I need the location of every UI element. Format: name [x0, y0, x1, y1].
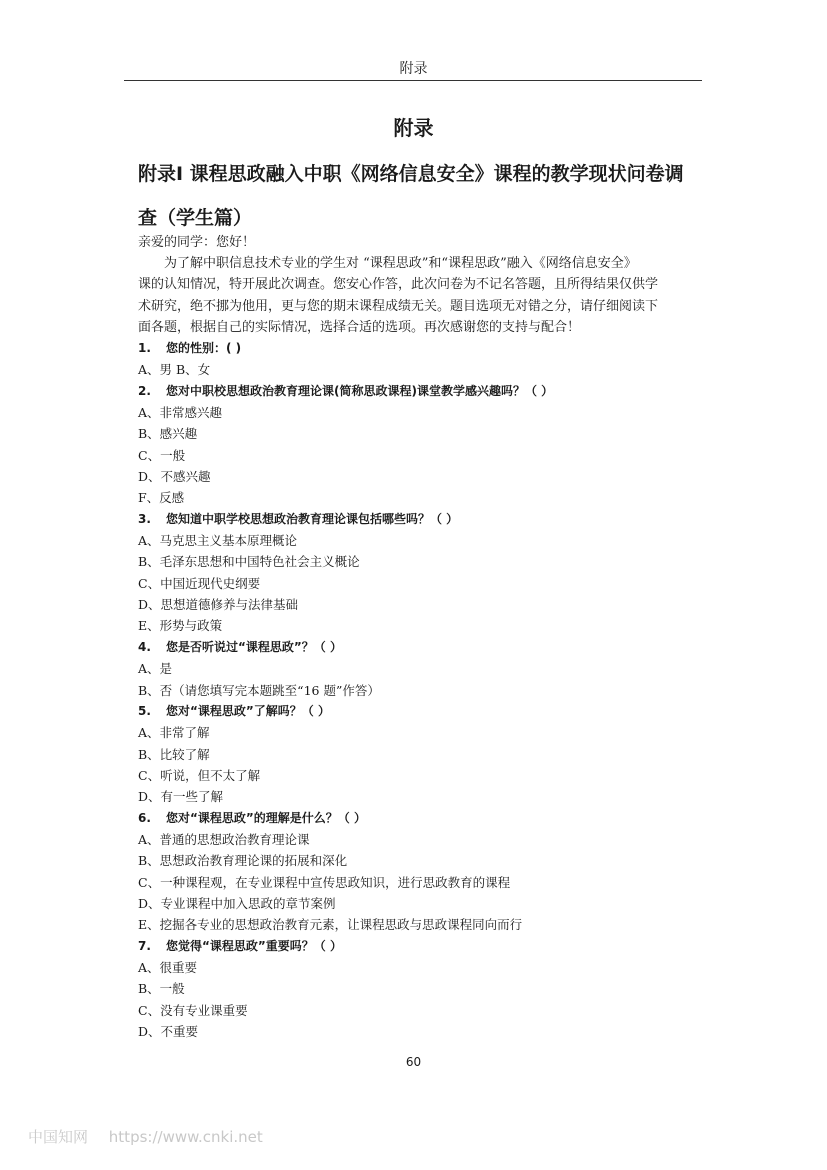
answer-option: C、一种课程观，在专业课程中宣传思政知识，进行思政教育的课程: [138, 874, 511, 890]
answer-option: A、普通的思想政治教育理论课: [138, 831, 310, 847]
subtitle-line: 附录Ⅰ 课程思政融入中职《网络信息安全》课程的教学现状问卷调: [138, 163, 684, 185]
question-text: 您对“课程思政”了解吗？（ ）: [166, 703, 330, 718]
answer-option: D、有一些了解: [138, 789, 224, 805]
question-number: 6.: [138, 810, 151, 825]
answer-option: A、男 B、女: [138, 362, 211, 378]
answer-option: A、是: [138, 661, 173, 677]
answer-option: B、感兴趣: [138, 426, 198, 442]
answer-option: A、很重要: [138, 959, 198, 975]
running-header: 附录: [399, 61, 428, 77]
intro-paragraph: [138, 253, 678, 339]
answer-option: B、思想政治教育理论课的拓展和深化: [138, 853, 348, 869]
answer-option: C、听说，但不太了解: [138, 767, 261, 783]
cnki-watermark: [28, 1126, 279, 1147]
question-6: [138, 808, 698, 829]
question-text: 您的性别：( ): [166, 341, 242, 355]
answer-option: B、毛泽东思想和中国特色社会主义概论: [138, 554, 360, 570]
answer-option: B、比较了解: [138, 746, 210, 762]
intro-line: 术研究，绝不挪为他用，更与您的期末课程成绩无关。题目选项无对错之分，请仔细阅读下: [138, 298, 659, 314]
answer-option: E、挖掘各专业的思想政治教育元素，让课程思政与思政课程同向而行: [138, 917, 523, 933]
answer-option: E、形势与政策: [138, 618, 223, 634]
page-number: 60: [405, 1055, 422, 1069]
answer-option: C、一般: [138, 447, 186, 463]
answer-option: D、思想道德修养与法律基础: [138, 597, 299, 613]
question-number: 4.: [138, 639, 151, 654]
answer-option: D、不感兴趣: [138, 469, 211, 485]
intro-line: 面各题，根据自己的实际情况，选择合适的选项。再次感谢您的支持与配合！: [138, 320, 581, 336]
answer-option: D、不重要: [138, 1024, 199, 1039]
question-text: 您是否听说过“课程思政”？（ ）: [166, 639, 342, 654]
question-number: 7.: [138, 938, 151, 953]
watermark-brand: 中国知网: [28, 1128, 89, 1146]
page-title: 附录: [393, 116, 434, 140]
header-rule: [124, 80, 702, 81]
question-text: 您对中职校思想政治教育理论课(简称思政课程)课堂教学感兴趣吗？（ ）: [166, 383, 554, 398]
answer-option: C、没有专业课重要: [138, 1002, 248, 1018]
subtitle-line: 查（学生篇）: [138, 207, 253, 229]
answer-option: B、否（请您填写完本题跳至“16 题”作答）: [138, 682, 380, 698]
question-number: 3.: [138, 511, 151, 526]
question-number: 5.: [138, 703, 151, 718]
question-1: [138, 338, 698, 359]
survey-questions: [138, 338, 698, 1042]
answer-option: A、非常感兴趣: [138, 405, 223, 421]
question-text: 您对“课程思政”的理解是什么？（ ）: [166, 810, 366, 825]
answer-option: A、马克思主义基本原理概论: [138, 533, 298, 549]
intro-line: 为了解中职信息技术专业的学生对 “课程思政”和“课程思政”融入《网络信息安全》: [164, 256, 637, 271]
question-2: [138, 381, 698, 402]
watermark-url: https://www.cnki.net: [108, 1128, 263, 1146]
answer-option: D、专业课程中加入思政的章节案例: [138, 895, 336, 911]
question-7: [138, 936, 698, 957]
answer-option: B、一般: [138, 981, 185, 997]
question-number: 2.: [138, 383, 151, 398]
answer-option: C、中国近现代史纲要: [138, 575, 261, 591]
question-text: 您知道中职学校思想政治教育理论课包括哪些吗？（ ）: [166, 511, 459, 526]
appendix-subtitle: [138, 152, 698, 240]
question-text: 您觉得“课程思政”重要吗？（ ）: [166, 938, 342, 953]
question-number: 1.: [138, 341, 151, 355]
greeting: 亲爱的同学：您好！: [138, 235, 256, 250]
intro-line: 课的认知情况，特开展此次调查。您安心作答，此次问卷为不记名答题，且所得结果仅供学: [138, 277, 659, 293]
question-4: [138, 637, 698, 658]
answer-option: A、非常了解: [138, 725, 210, 741]
question-3: [138, 509, 698, 530]
answer-option: F、反感: [138, 490, 185, 506]
question-5: [138, 701, 698, 722]
